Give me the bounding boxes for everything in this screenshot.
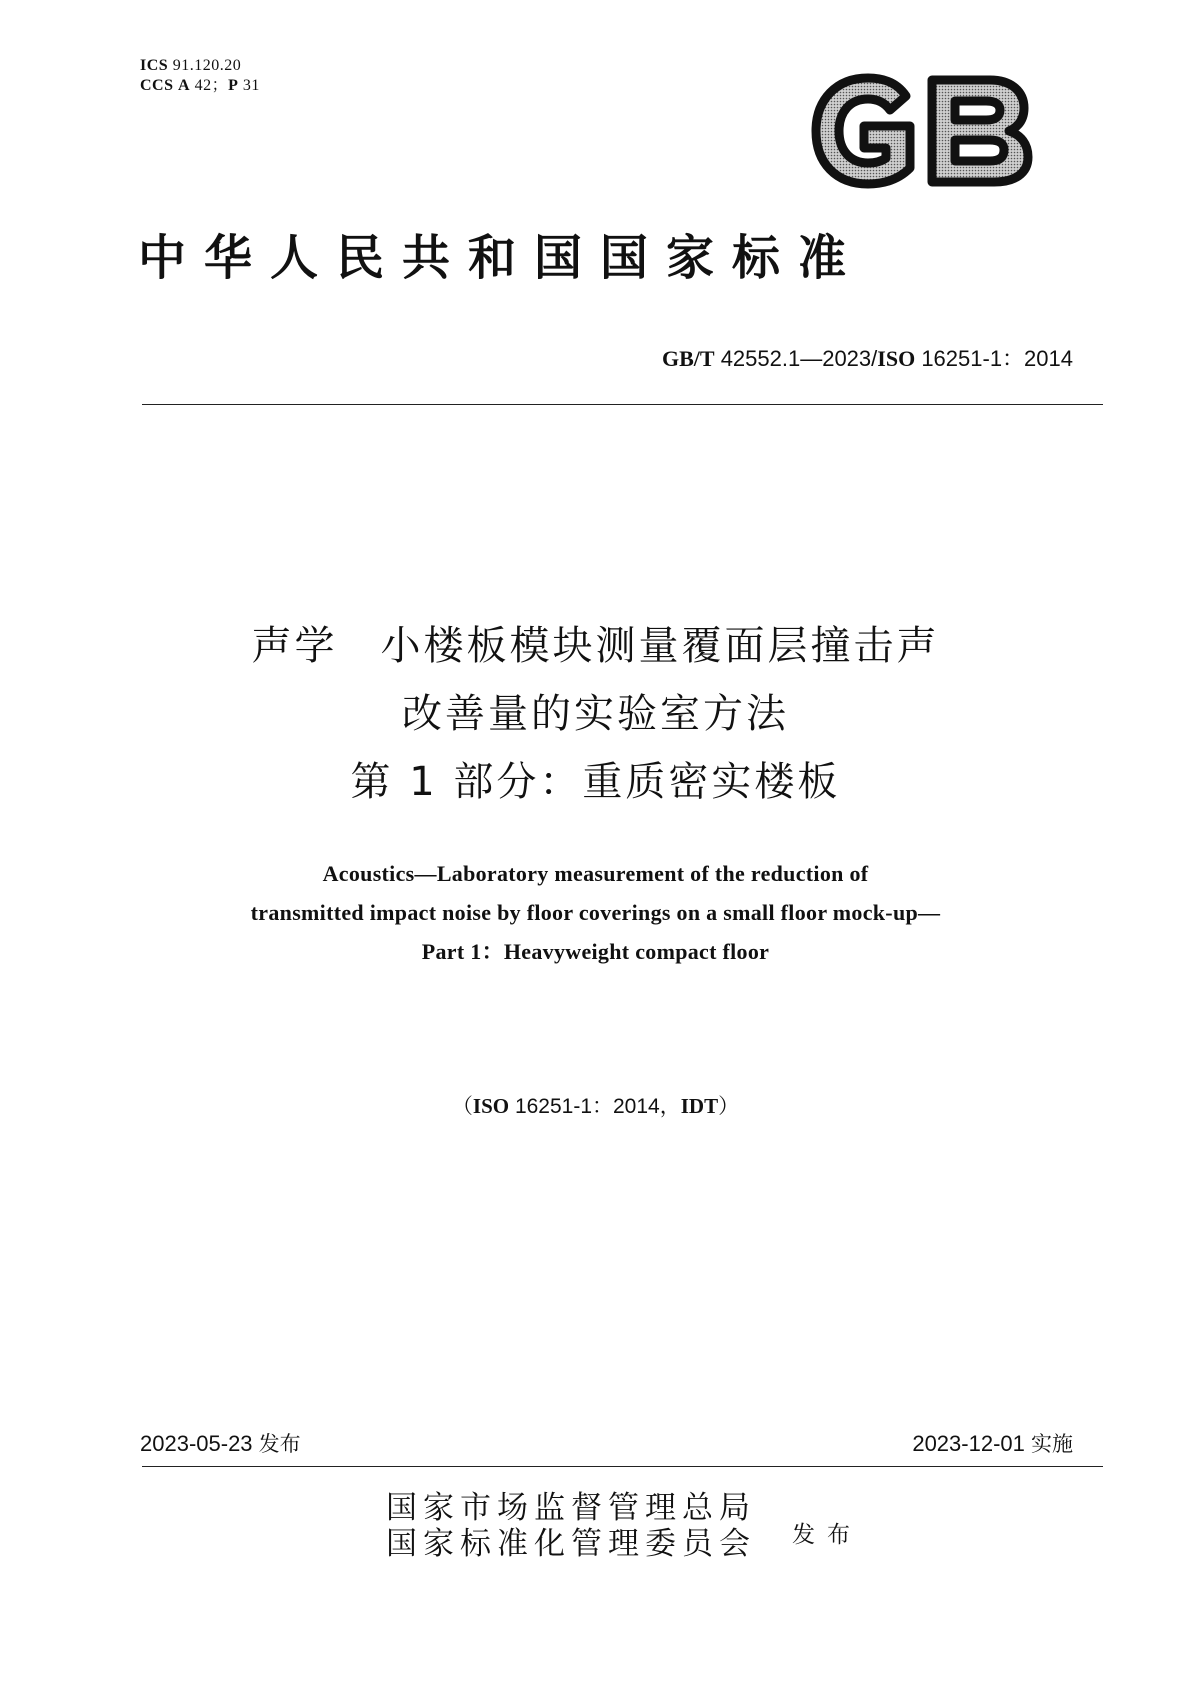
ccs-sep: ；: [211, 77, 229, 94]
ccs-value-a: 42: [194, 77, 212, 94]
ccs-value-p: 31: [242, 77, 260, 94]
implement-label: 实施: [1031, 1432, 1073, 1456]
ics-code: [140, 56, 241, 76]
iso-close-paren: ）: [718, 1095, 740, 1118]
cn-title-line3: 第 1 部分：重质密实楼板: [350, 759, 841, 805]
ics-label: ICS: [140, 57, 169, 74]
implement-date: 2023-12-01: [912, 1431, 1025, 1456]
issue-word: 发布: [792, 1522, 862, 1548]
ics-value: 91.120.20: [172, 57, 242, 74]
header-divider: [142, 404, 1103, 405]
footer-divider: [142, 1466, 1103, 1467]
release-date: 2023-05-23: [140, 1431, 253, 1456]
standard-code-iso-number: 16251-1：2014: [921, 346, 1073, 371]
standard-code-iso-prefix: ISO: [877, 346, 916, 371]
standard-category-title: 中华人民共和国国家标准: [138, 230, 865, 286]
gb-logo-icon: [806, 70, 1038, 192]
ccs-p: P: [228, 77, 239, 94]
standard-code-prefix: GB/T: [661, 346, 715, 371]
ccs-label: CCS: [140, 77, 174, 94]
cn-title-line1: 声学 小楼板模块测量覆面层撞击声: [251, 623, 940, 669]
iso-equivalence: [0, 1090, 1191, 1120]
implement-date-block: [912, 1428, 1073, 1458]
en-title-line2: transmitted impact noise by floor coverings on a small floor mock-up—: [250, 900, 941, 925]
standard-code-number: 42552.1—2023/: [720, 346, 878, 371]
iso-equivalence-degree: IDT: [680, 1094, 719, 1118]
issuer-line2: 国家标准化管理委员会: [386, 1526, 756, 1562]
release-label: 发布: [258, 1432, 301, 1456]
en-title-line1: Acoustics—Laboratory measurement of the reduction of: [322, 861, 869, 886]
iso-open-paren: （: [451, 1095, 473, 1118]
ccs-a: A: [178, 77, 191, 94]
release-date-block: [140, 1428, 301, 1458]
iso-equivalence-number: 16251-1：2014，: [514, 1095, 681, 1118]
cn-title-line2: 改善量的实验室方法: [402, 691, 789, 737]
ccs-code: [140, 76, 260, 96]
standard-code: [662, 342, 1073, 373]
en-title-line3: Part 1：Heavyweight compact floor: [421, 939, 770, 964]
issuer-line1: 国家市场监督管理总局: [386, 1490, 756, 1526]
iso-equivalence-label: ISO: [472, 1094, 510, 1118]
